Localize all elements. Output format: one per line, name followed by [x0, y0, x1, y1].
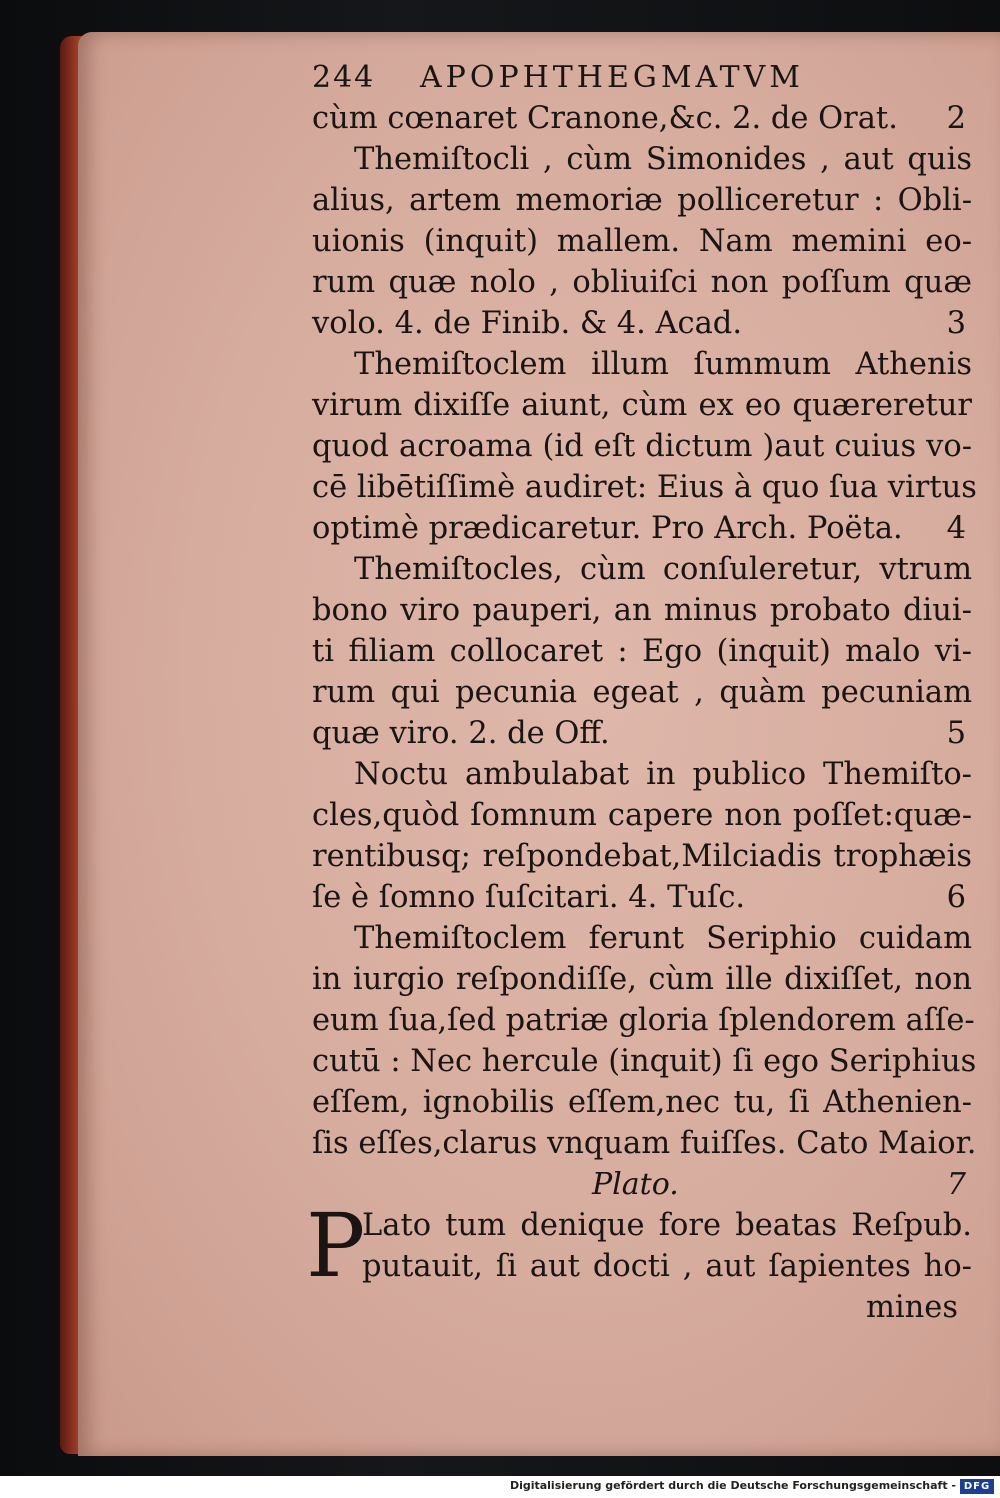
line-text: Themiſtocli , cùm Simonides , aut quis — [354, 142, 972, 177]
line-text: ſe è ſomno ſuſcitari. 4. Tuſc. — [312, 880, 746, 915]
footer-bar — [0, 1476, 1000, 1498]
text-line — [312, 1000, 975, 1041]
drop-cap: P — [306, 1194, 366, 1297]
section-number: 7 — [946, 1167, 966, 1202]
running-head — [312, 58, 972, 98]
text-line — [312, 262, 972, 303]
line-text: rum qui pecunia egeat , quàm pecuniam — [312, 675, 972, 710]
line-text: quæ viro. 2. de Off. — [312, 716, 610, 751]
page-number: 244 — [312, 60, 376, 95]
text-line — [312, 754, 972, 795]
line-text: eſſem, ignobilis eſſem,nec tu, ſi Athenien- — [312, 1085, 972, 1120]
text-line — [312, 1123, 977, 1164]
text-line — [312, 344, 972, 385]
line-text: cutū : Nec hercule (inquit) ſi ego Seriphius — [312, 1044, 977, 1079]
text-line — [312, 426, 972, 467]
text-line — [312, 385, 972, 426]
line-text: cē libētiſſimè audiret: Eius à quo ſua virtus — [312, 470, 977, 505]
apophthegm-number: 3 — [946, 306, 966, 341]
text-line — [312, 713, 972, 754]
funding-note: Digitalisierung gefördert durch die Deutsche Forschungsgemeinschaft - — [509, 1479, 956, 1492]
line-text: in iurgio reſpondiſſe, cùm ille dixiſſet, non — [312, 962, 972, 997]
line-text: cùm cœnaret Cranone,&c. 2. de Orat. — [312, 101, 898, 136]
line-text: uionis (inquit) mallem. Nam memini eo- — [312, 224, 972, 259]
text-line — [312, 180, 972, 221]
text-line: putauit, ſi aut docti , aut ſapientes ho- — [362, 1249, 972, 1284]
text-line — [312, 549, 972, 590]
catchword: mines — [865, 1290, 958, 1325]
section-heading — [312, 1164, 972, 1205]
line-text: cles,quòd ſomnum capere non poſſet:quæ- — [312, 798, 972, 833]
line-text: rentibusq; reſpondebat,Milciadis trophæis — [312, 839, 972, 874]
text-line — [312, 1041, 977, 1082]
section-heading-label: Plato. — [592, 1167, 679, 1202]
text-line — [312, 221, 972, 262]
text-line — [312, 98, 972, 139]
line-text: quod acroama (id eſt dictum )aut cuius vo- — [312, 429, 972, 464]
text-line — [312, 303, 972, 344]
text-line — [312, 631, 972, 672]
text-line — [312, 467, 977, 508]
text-line — [312, 672, 972, 713]
line-text: Themiſtoclem ferunt Seriphio cuidam — [354, 921, 972, 956]
text-block — [306, 58, 977, 1328]
line-text: ſis eſſes,clarus vnquam fuiſſes. Cato Maior. — [312, 1126, 977, 1161]
line-text: optimè prædicaretur. Pro Arch. Poëta. — [312, 511, 903, 546]
apophthegm-number: 5 — [946, 716, 966, 751]
text-line: Lato tum denique fore beatas Reſpub. — [362, 1208, 972, 1243]
text-line — [312, 877, 972, 918]
text-line — [312, 1082, 972, 1123]
apophthegm-number: 6 — [946, 880, 966, 915]
apophthegm-number: 4 — [946, 511, 966, 546]
drop-cap-paragraph — [306, 1194, 972, 1297]
text-line — [312, 508, 972, 549]
text-line — [312, 918, 972, 959]
line-text: alius, artem memoriæ polliceretur : Obli- — [312, 183, 972, 218]
line-text: virum dixiſſe aiunt, cùm ex eo quæreretur — [312, 388, 972, 423]
line-text: volo. 4. de Finib. & 4. Acad. — [312, 306, 743, 341]
apophthegm-number: 2 — [946, 101, 966, 136]
body-lines — [312, 98, 977, 1164]
text-line — [312, 836, 972, 877]
dfg-logo: DFG — [960, 1479, 994, 1494]
line-text: Noctu ambulabat in publico Themiſto- — [354, 757, 972, 792]
line-text: rum quæ nolo , obliuiſci non poſſum quæ — [312, 265, 972, 300]
line-text: bono viro pauperi, an minus probato diui- — [312, 593, 972, 628]
line-text: ti filiam collocaret : Ego (inquit) malo vi- — [312, 634, 972, 669]
running-head-title: APOPHTHEGMATVM — [420, 60, 804, 95]
text-line — [312, 959, 972, 1000]
text-line — [312, 139, 972, 180]
line-text: Themiſtoclem illum ſummum Athenis — [354, 347, 972, 382]
text-line — [312, 795, 972, 836]
line-text: Themiſtocles, cùm conſuleretur, vtrum — [354, 552, 972, 587]
line-text: eum ſua,ſed patriæ gloria ſplendorem aſſe- — [312, 1003, 975, 1038]
text-line — [312, 590, 972, 631]
